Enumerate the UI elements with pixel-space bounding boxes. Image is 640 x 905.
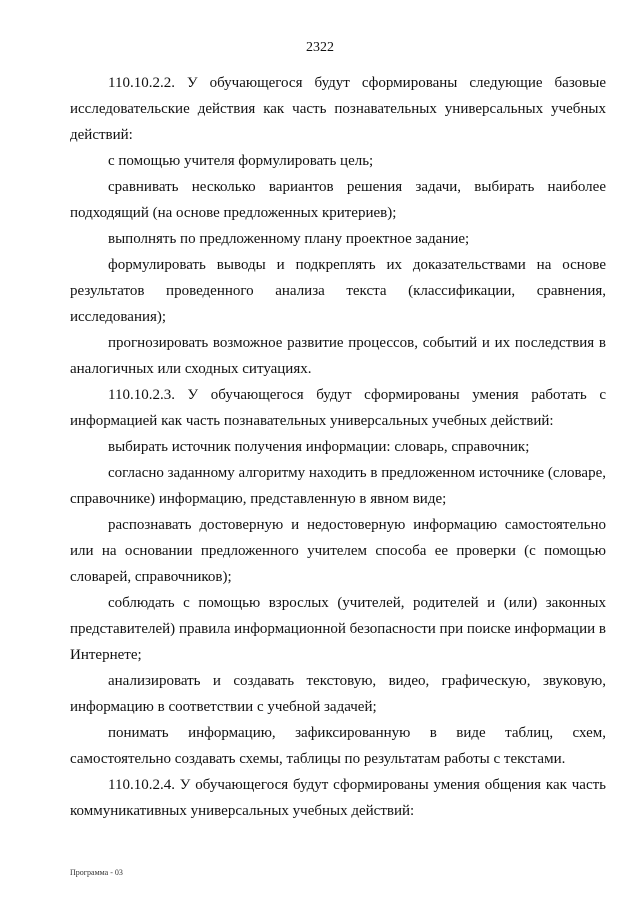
paragraph: соблюдать с помощью взрослых (учителей, родителей и (или) законных представителей) правила информационной безопасности при поиске информации в Интернете; — [70, 595, 606, 663]
paragraph: распознавать достоверную и недостоверную информацию самостоятельно или на основании предложенного учителем способа ее проверки (с помощью словарей, справочников); — [70, 517, 606, 585]
paragraph: согласно заданному алгоритму находить в предложенном источнике (словаре, справочнике) информацию, представленную в явном виде; — [70, 465, 606, 507]
paragraph: 110.10.2.3. У обучающегося будут сформированы умения работать с информацией как часть познавательных универсальных учебных действий: — [70, 387, 606, 429]
paragraph: формулировать выводы и подкреплять их доказательствами на основе результатов проведенного анализа текста (классификации, сравнения, исследования); — [70, 257, 606, 325]
page-number: 2322 — [306, 40, 334, 55]
paragraph: выполнять по предложенному плану проектное задание; — [108, 231, 470, 247]
paragraph: сравнивать несколько вариантов решения задачи, выбирать наиболее подходящий (на основе предложенных критериев); — [70, 179, 606, 221]
document-body — [70, 70, 606, 824]
paragraph: понимать информацию, зафиксированную в виде таблиц, схем, самостоятельно создавать схемы, таблицы по результатам работы с текстами. — [70, 725, 606, 767]
paragraph: выбирать источник получения информации: словарь, справочник; — [108, 439, 530, 455]
paragraph: с помощью учителя формулировать цель; — [108, 153, 374, 169]
paragraph: 110.10.2.4. У обучающегося будут сформированы умения общения как часть коммуникативных универсальных учебных действий: — [70, 777, 606, 819]
paragraph: анализировать и создавать текстовую, видео, графическую, звуковую, информацию в соответствии с учебной задачей; — [70, 673, 606, 715]
paragraph: 110.10.2.2. У обучающегося будут сформированы следующие базовые исследовательские действия как часть познавательных универсальных учебных действий: — [70, 75, 606, 143]
paragraph: прогнозировать возможное развитие процессов, событий и их последствия в аналогичных или сходных ситуациях. — [70, 335, 606, 377]
footer-note: Программа - 03 — [70, 868, 123, 877]
